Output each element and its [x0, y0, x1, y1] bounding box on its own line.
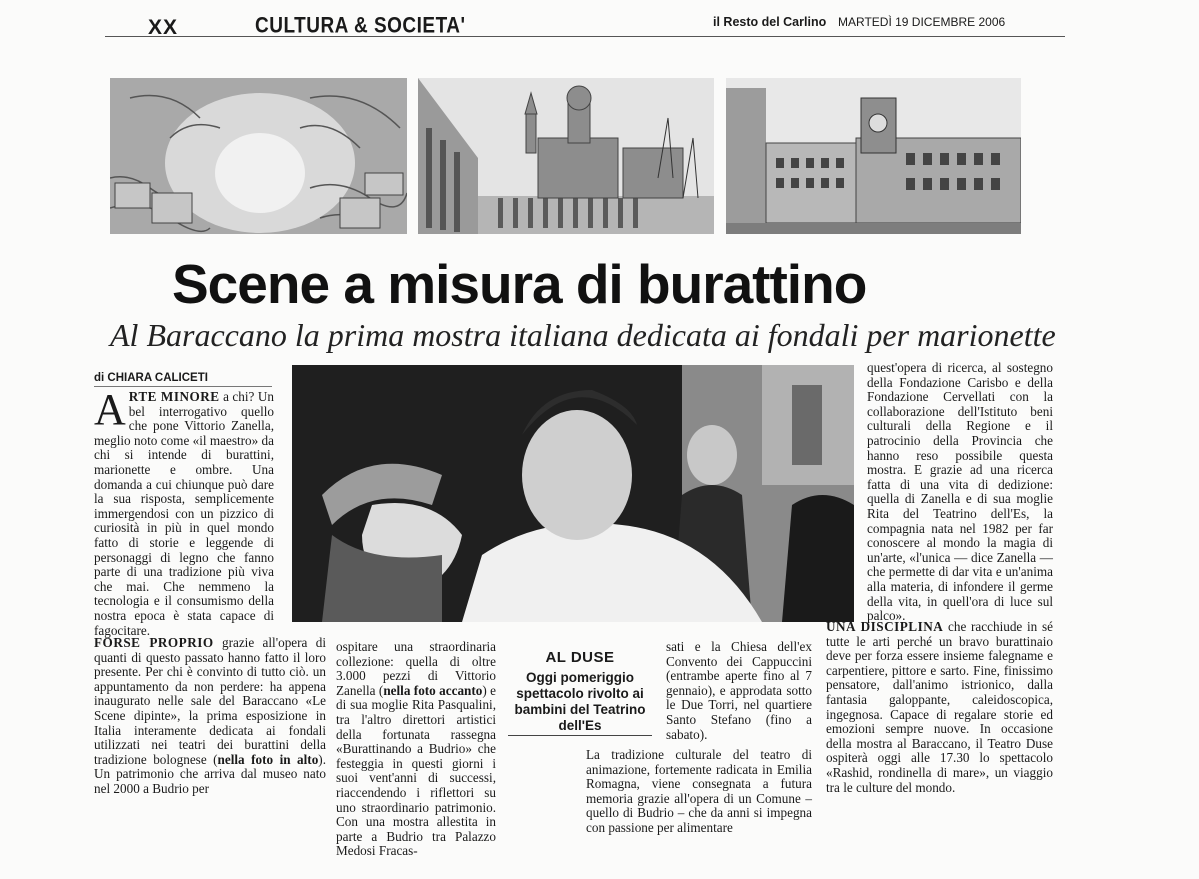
byline: di CHIARA CALICETI [94, 372, 208, 384]
box-body: Oggi pomeriggio spettacolo rivolto ai bambini del Teatrino dell'Es [514, 670, 646, 733]
column-text: La tradizione culturale del teatro di animazione, fortemente radicata in Emilia Romagna, viene consegnata a futura memoria grazie all'opera di un Comune – quello di Budrio – che da anni si impegna con passione per alimentare [586, 747, 812, 835]
subheadline: Al Baraccano la prima mostra italiana dedicata ai fondali per marionette [110, 317, 1056, 353]
page-number: XX [148, 16, 179, 39]
lead-in: UNA DISCIPLINA [826, 619, 944, 634]
article-column-3 [336, 640, 496, 859]
main-photo-puppeteer [292, 365, 854, 622]
headline: Scene a misura di burattino [172, 253, 867, 315]
photo-reference: nella foto accanto [383, 682, 483, 698]
column-text: a chi? Un bel interrogativo quello che pone Vittorio Zanella, meglio noto come «il maestro» da chi si intende di burattini, marionette e ombre. Una domanda a cui chiunque può dare la sua risposta, semplicemente immergendosi con un pizzico di curiosità in più in quel mondo fatto di storie e leggende di personaggi di legno che fanno parte di una tradizione più viva che mai. Che nemmeno la tecnologia e il consumismo della nostra epoca è stata capace di fagocitare. [94, 389, 274, 638]
box-kicker: AL DUSE [545, 649, 615, 666]
issue-date: MARTEDÌ 19 DICEMBRE 2006 [838, 15, 1006, 29]
lead-in: RTE MINORE [128, 389, 220, 404]
column-text: ) e di sua moglie Rita Pasqualini, tra l'altro direttori artistici della fortunata rassegna «Burattinando a Budrio» che festeggia in questi giorni i suoi vent'anni di successi, riaccendendo i riflettori su uno straordinario patrimonio. Con una mostra allestita in parte a Budrio tra Palazzo Medosi Fracas- [336, 682, 496, 859]
article-column-6 [826, 620, 1053, 795]
box-rule [508, 735, 652, 736]
section-title: CULTURA & SOCIETA' [255, 14, 466, 39]
article-column-2 [94, 636, 326, 797]
article-column-5 [867, 361, 1053, 624]
header-rule [105, 36, 1065, 37]
column-text: quest'opera di ricerca, al sostegno della Fondazione Carisbo e della Fondazione Cervellati con la collaborazione dell'Istituto beni culturali della Regione e il patrocinio della Provincia che hanno reso possibile questa mostra. E grazie ad una ricerca fatta di una vita di dedizione: quella di Zanella e di sua moglie Rita del Teatrino dell'Es, la compagnia nata nel 1982 per far conoscere al mondo la magia di un'arte, «l'unica — dice Zanella — che permette di dar vita e un'anima alla materia, di infondere il germe della vita, in quell'ora di luce sul palco». [867, 360, 1053, 624]
column-text: ospitare una straordinaria collezione: quella di oltre 3.000 pezzi di Vittorio Zanella ( [336, 639, 496, 698]
photo-reference: nella foto in alto [217, 751, 319, 767]
column-text: sati e la Chiesa dell'ex Convento dei Cappuccini (entrambe aperte fino al 7 gennaio), e approdata sotto le Due Torri, nel quartiere Santo Stefano (fino a sabato). [666, 639, 812, 742]
column-text: ). Un patrimonio che arriva dal museo nato nel 2000 a Budrio per [94, 751, 326, 796]
backdrop-photo-cave [110, 78, 407, 234]
column-text: che racchiude in sé tutte le arti perché un bravo burattinaio deve per forza essere insieme falegname e carpentiere, pittore e sarto. Fine, finissimo pensatore, dall'animo istrionico, dalla fantasia galoppante, caleidoscopica, ingegnosa. Capace di regalare storie ed emozioni sempre nuove. In occasione della mostra al Baraccano, il Teatro Duse ospiterà oggi alle 17.30 lo spettacolo «Rashid, rondinella di mare», un viaggio tra le culture del mondo. [826, 619, 1053, 795]
article-column-4 [666, 640, 812, 742]
backdrop-photo-piazza [726, 78, 1021, 234]
article-column-4-continued [586, 748, 812, 836]
sidebar-box [506, 649, 654, 734]
backdrop-photo-arcade [418, 78, 714, 234]
dropcap: A [94, 385, 126, 434]
newspaper-name: il Resto del Carlino [713, 15, 827, 29]
lead-in: FORSE PROPRIO [94, 635, 214, 650]
article-column-1 [94, 385, 274, 638]
column-text: grazie all'opera di quanti di questo passato hanno fatto il loro presente. Per chi è convinto di tutto ciò. un appuntamento da non perdere: ha appena inaugurato nelle sale del Baraccano «Le Scene dipinte», la prima esposizione in Italia interamente dedicata ai fondali utilizzati nei teatri dei burattini della tradizione bolognese ( [94, 635, 326, 767]
